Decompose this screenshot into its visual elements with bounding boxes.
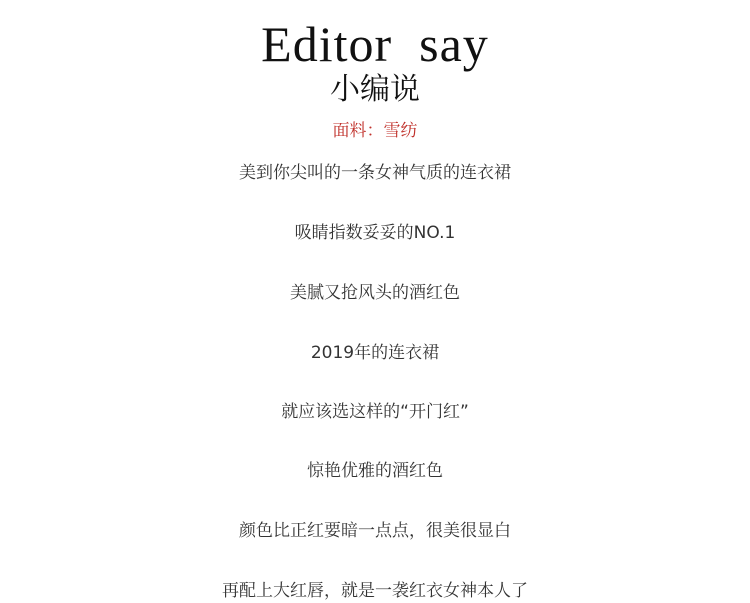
description-line: 颜色比正红要暗一点点，很美很显白 (239, 521, 511, 541)
description-line: 美腻又抢风头的酒红色 (290, 283, 460, 303)
editor-say-title: Editor say (261, 16, 489, 72)
description-line: 美到你尖叫的一条女神气质的连衣裙 (239, 163, 511, 183)
description-line: 2019年的连衣裙 (310, 343, 440, 363)
description-line: 吸睛指数妥妥的NO.1 (294, 223, 456, 243)
description-line: 惊艳优雅的酒红色 (307, 461, 443, 481)
description-line: 就应该选这样的“开门红” (281, 402, 469, 422)
editor-say-subtitle: 小编说 (330, 72, 420, 107)
fabric-label: 面料：雪纺 (332, 121, 418, 141)
description-line: 再配上大红唇，就是一袭红衣女神本人了 (222, 581, 528, 601)
